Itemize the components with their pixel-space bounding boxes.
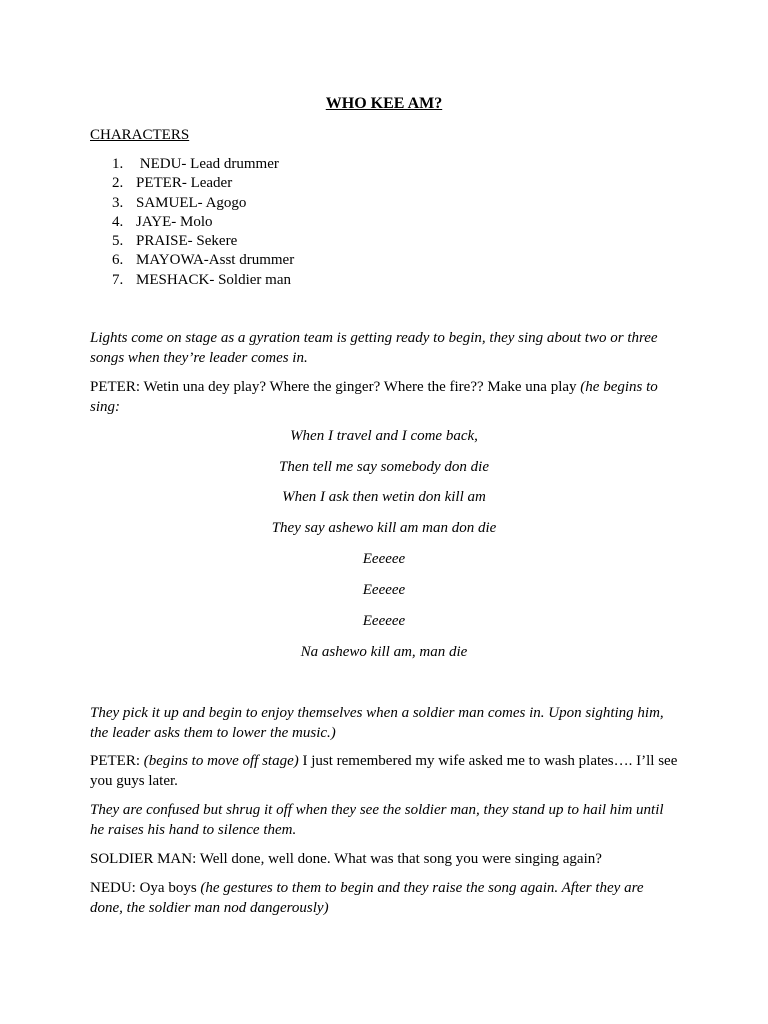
characters-heading: CHARACTERS	[90, 127, 190, 143]
dialogue-text: Wetin una dey play? Where the ginger? Where the fire?? Make una play	[140, 379, 581, 395]
peter-dialogue-2	[90, 752, 680, 791]
speaker-name: NEDU: Oya boys	[90, 880, 201, 896]
character-text: PRAISE- Sekere	[136, 233, 238, 250]
character-item	[112, 155, 294, 174]
character-item	[112, 174, 294, 193]
stage-direction-soldier-enters: They pick it up and begin to enjoy themselves when a soldier man comes in. Upon sighting him, the leader asks them to lower the music.)	[90, 705, 664, 741]
character-item	[112, 213, 294, 232]
soldier-dialogue: SOLDIER MAN: Well done, well done. What was that song you were singing again?	[90, 851, 602, 867]
song-line: When I travel and I come back,	[290, 428, 478, 444]
character-number: 6.	[112, 252, 124, 269]
character-number: 7.	[112, 271, 124, 288]
character-number: 4.	[112, 213, 124, 230]
song-line: Eeeeee	[362, 613, 406, 629]
character-item	[112, 271, 294, 290]
stage-direction-inline: (begins to move off stage)	[143, 753, 299, 769]
speaker-name: PETER:	[90, 379, 141, 395]
characters-list	[112, 155, 294, 290]
song-line: Na ashewo kill am, man die	[300, 644, 468, 660]
peter-dialogue-1	[90, 378, 680, 417]
character-text: JAYE- Molo	[136, 213, 213, 230]
stage-direction-inline: (he begins to sing:	[90, 379, 658, 415]
character-number: 5.	[112, 233, 124, 250]
character-text: MAYOWA-Asst drummer	[136, 252, 295, 269]
character-text: MESHACK- Soldier man	[136, 271, 291, 288]
stage-direction-opening: Lights come on stage as a gyration team is getting ready to begin, they sing about two or three songs when they’re leader comes in.	[90, 330, 658, 366]
dialogue-text: I just remembered my wife asked me to wash plates…. I’ll see you guys later.	[90, 753, 682, 789]
character-item	[112, 251, 294, 270]
character-text: SAMUEL- Agogo	[136, 194, 247, 211]
character-number: 1.	[112, 156, 124, 172]
nedu-dialogue	[90, 879, 680, 918]
song-line: Eeeeee	[362, 551, 406, 567]
character-number: 2.	[112, 175, 124, 192]
stage-direction-confused: They are confused but shrug it off when they see the soldier man, they stand up to hail him until he raises his hand to silence them.	[90, 802, 664, 838]
song-line: Eeeeee	[362, 582, 406, 598]
song-line: When I ask then wetin don kill am	[282, 489, 486, 505]
character-text: NEDU- Lead drummer	[136, 156, 279, 172]
song-line: Then tell me say somebody don die	[279, 459, 489, 475]
stage-direction-inline: (he gestures to them to begin and they raise the song again. After they are done, the soldier man nod dangerously)	[90, 880, 644, 916]
character-item	[112, 232, 294, 251]
character-number: 3.	[112, 194, 124, 211]
character-item	[112, 194, 294, 213]
song-line: They say ashewo kill am man don die	[271, 520, 497, 536]
play-title: WHO KEE AM?	[325, 95, 443, 112]
character-text: PETER- Leader	[136, 175, 233, 192]
speaker-name: PETER:	[90, 753, 144, 769]
